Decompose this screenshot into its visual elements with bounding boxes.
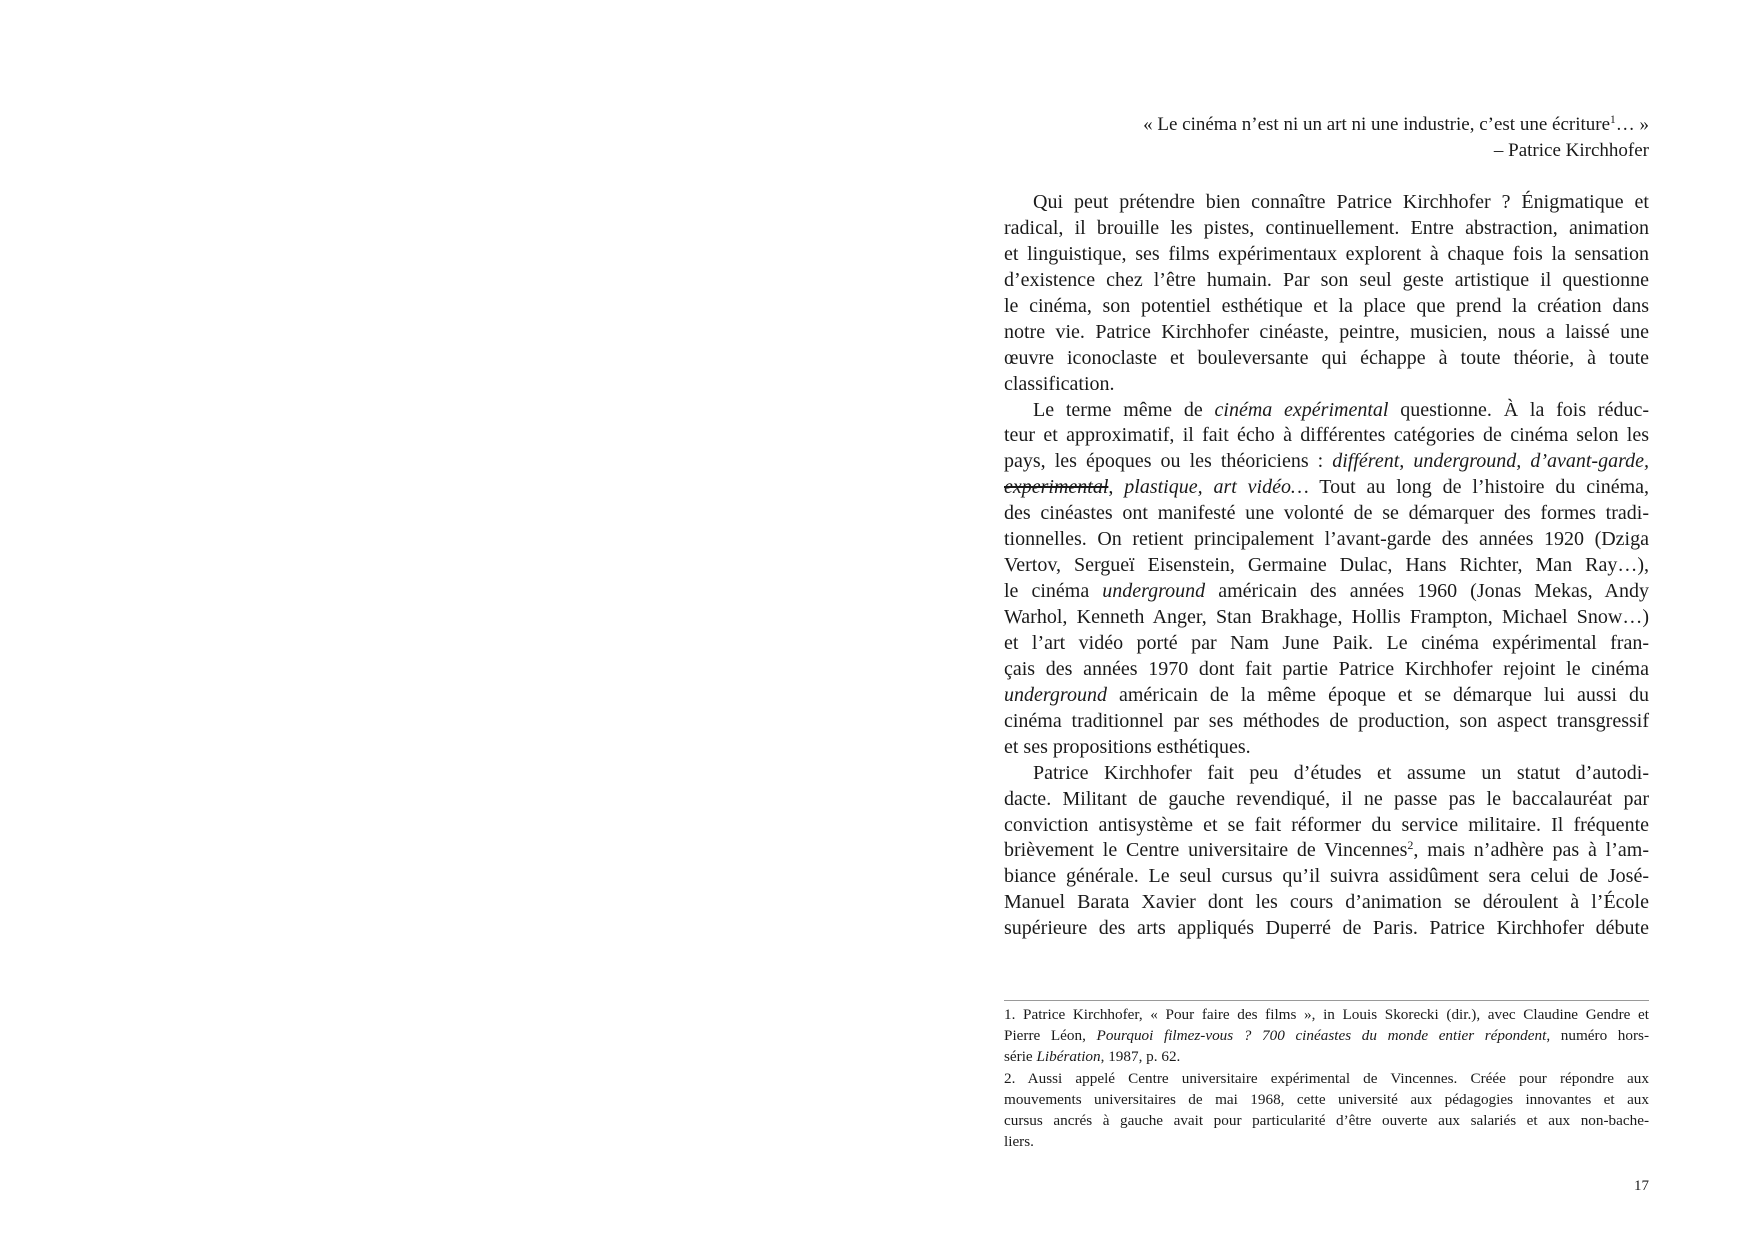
text-line bbox=[1004, 709, 1649, 735]
footnotes bbox=[1004, 1004, 1649, 1152]
text-line bbox=[1004, 864, 1649, 890]
text-line bbox=[1004, 475, 1649, 501]
text-line bbox=[1004, 657, 1649, 683]
text-segment: d’existence chez l’être humain. Par son seul geste artistique il questionne bbox=[1004, 268, 1649, 291]
text-line bbox=[1004, 242, 1649, 268]
text-segment: Pierre Léon, bbox=[1004, 1027, 1097, 1045]
text-segment: Tout au long de l’histoire du cinéma, bbox=[1308, 476, 1650, 499]
text-line bbox=[1004, 398, 1649, 424]
text-segment: Le terme même de bbox=[1033, 398, 1215, 421]
text-segment: teur et approximatif, il fait écho à différentes catégories de cinéma selon les bbox=[1004, 424, 1649, 447]
text-line bbox=[1004, 372, 1649, 398]
text-line bbox=[1004, 553, 1649, 579]
text-segment: différent, underground, d’avant-garde, bbox=[1332, 450, 1649, 473]
footnote-line bbox=[1004, 1025, 1649, 1046]
epigraph-author: – Patrice Kirchhofer bbox=[1493, 140, 1649, 161]
page-number: 17 bbox=[1634, 1178, 1649, 1194]
text-segment: Manuel Barata Xavier dont les cours d’animation se déroulent à l’École bbox=[1004, 891, 1649, 914]
text-segment: série bbox=[1004, 1048, 1037, 1066]
text-segment: , 1987, p. 62. bbox=[1100, 1048, 1181, 1066]
text-segment: 1. Patrice Kirchhofer, « Pour faire des films », in Louis Skorecki (dir.), avec Claudine Gendre et bbox=[1004, 1006, 1649, 1023]
text-line bbox=[1004, 527, 1649, 553]
text-segment: experimental bbox=[1004, 476, 1109, 499]
text-segment: questionne. À la fois réduc- bbox=[1388, 398, 1649, 421]
text-line bbox=[1004, 631, 1649, 657]
text-segment: underground bbox=[1102, 580, 1206, 603]
text-segment: le cinéma bbox=[1004, 580, 1103, 603]
text-segment: américain des années 1960 (Jonas Mekas, Andy bbox=[1205, 580, 1649, 603]
text-segment: cinéma expérimental bbox=[1214, 398, 1389, 421]
text-segment: Qui peut prétendre bien connaître Patrice Kirchhofer ? Énigmatique et bbox=[1033, 191, 1649, 213]
text-line bbox=[1004, 761, 1649, 787]
text-segment: le cinéma, son potentiel esthétique et la place que prend la création dans bbox=[1004, 294, 1649, 317]
text-segment: , mais n’adhère pas à l’am- bbox=[1413, 839, 1649, 862]
text-segment: Pourquoi filmez-vous ? 700 cinéastes du monde entier répondent bbox=[1096, 1027, 1547, 1045]
text-segment: Patrice Kirchhofer fait peu d’études et assume un statut d’autodi- bbox=[1033, 761, 1649, 784]
text-segment: supérieure des arts appliqués Duperré de Paris. Patrice Kirchhofer débute bbox=[1004, 917, 1649, 940]
footnote-line bbox=[1004, 1089, 1649, 1110]
text-line bbox=[1004, 813, 1649, 839]
text-segment: Warhol, Kenneth Anger, Stan Brakhage, Hollis Frampton, Michael Snow…) bbox=[1004, 606, 1649, 628]
text-segment: plastique, art vidéo… bbox=[1124, 476, 1309, 499]
text-line bbox=[1004, 320, 1649, 346]
text-segment: tionnelles. On retient principalement l’avant-garde des années 1920 (Dziga bbox=[1004, 528, 1649, 551]
footnote-line bbox=[1004, 1004, 1649, 1025]
text-line bbox=[1004, 735, 1649, 761]
text-segment: , bbox=[1108, 476, 1125, 499]
text-segment: çais des années 1970 dont fait partie Patrice Kirchhofer rejoint le cinéma bbox=[1004, 657, 1649, 680]
text-segment: pays, les époques ou les théoriciens : bbox=[1004, 450, 1333, 473]
text-segment: mouvements universitaires de mai 1968, cette université aux pédagogies innovantes et aux bbox=[1004, 1090, 1649, 1108]
text-line bbox=[1004, 890, 1649, 916]
text-segment: et linguistique, ses films expérimentaux explorent à chaque fois la sensation bbox=[1004, 242, 1649, 265]
text-segment: liers. bbox=[1004, 1133, 1034, 1151]
text-segment: conviction antisystème et se fait réformer du service militaire. Il fréquente bbox=[1004, 813, 1649, 836]
text-segment: , numéro hors- bbox=[1546, 1027, 1650, 1045]
text-segment: dacte. Militant de gauche revendiqué, il ne passe pas le baccalauréat par bbox=[1004, 787, 1649, 810]
body-text bbox=[1004, 190, 1649, 942]
text-segment: brièvement le Centre universitaire de Vincennes bbox=[1004, 839, 1408, 862]
text-line bbox=[1004, 605, 1649, 631]
footnote-ref: 2 bbox=[1407, 838, 1414, 853]
text-segment: Vertov, Sergueï Eisenstein, Germaine Dulac, Hans Richter, Man Ray…), bbox=[1004, 554, 1649, 577]
text-line bbox=[1004, 449, 1649, 475]
text-line bbox=[1004, 501, 1649, 527]
text-segment: et ses propositions esthétiques. bbox=[1004, 735, 1251, 758]
text-line bbox=[1004, 294, 1649, 320]
text-segment: cursus ancrés à gauche avait pour particularité d’être ouverte aux salariés et aux non-bache- bbox=[1004, 1112, 1649, 1130]
text-segment: notre vie. Patrice Kirchhofer cinéaste, peintre, musicien, nous a laissé une bbox=[1004, 320, 1649, 343]
text-segment: radical, il brouille les pistes, continuellement. Entre abstraction, animation bbox=[1004, 216, 1649, 239]
footnote-ref: 1 bbox=[1610, 114, 1616, 127]
text-segment: classification. bbox=[1004, 372, 1115, 395]
text-line bbox=[1004, 787, 1649, 813]
footnote-divider bbox=[1004, 1000, 1649, 1001]
text-line bbox=[1004, 916, 1649, 942]
text-line bbox=[1004, 190, 1649, 216]
epigraph-quote: « Le cinéma n’est ni un art ni une industrie, c’est une écriture$^1$… » bbox=[1143, 114, 1649, 135]
text-segment: des cinéastes ont manifesté une volonté de se démarquer des formes tradi- bbox=[1004, 502, 1649, 525]
text-line bbox=[1004, 683, 1649, 709]
text-line bbox=[1004, 268, 1649, 294]
text-segment: et l’art vidéo porté par Nam June Paik. Le cinéma expérimental fran- bbox=[1004, 631, 1649, 654]
epigraph bbox=[1004, 112, 1649, 164]
footnote-line bbox=[1004, 1068, 1649, 1089]
text-line bbox=[1004, 423, 1649, 449]
text-segment: américain de la même époque et se démarque lui aussi du bbox=[1106, 683, 1649, 706]
text-segment: 2. Aussi appelé Centre universitaire expérimental de Vincennes. Créée pour répondre aux bbox=[1004, 1069, 1649, 1087]
footnote-line bbox=[1004, 1046, 1649, 1067]
text-line bbox=[1004, 346, 1649, 372]
text-segment: biance générale. Le seul cursus qu’il suivra assidûment sera celui de José- bbox=[1004, 865, 1649, 888]
text-segment: underground bbox=[1004, 683, 1107, 706]
text-segment: cinéma traditionnel par ses méthodes de production, son aspect transgressif bbox=[1004, 709, 1649, 732]
text-line bbox=[1004, 216, 1649, 242]
footnote-line bbox=[1004, 1110, 1649, 1131]
text-segment: œuvre iconoclaste et bouleversante qui échappe à toute théorie, à toute bbox=[1004, 346, 1649, 369]
footnote-line bbox=[1004, 1131, 1649, 1152]
text-line bbox=[1004, 838, 1649, 864]
text-line bbox=[1004, 579, 1649, 605]
text-segment: Libération bbox=[1036, 1048, 1101, 1066]
